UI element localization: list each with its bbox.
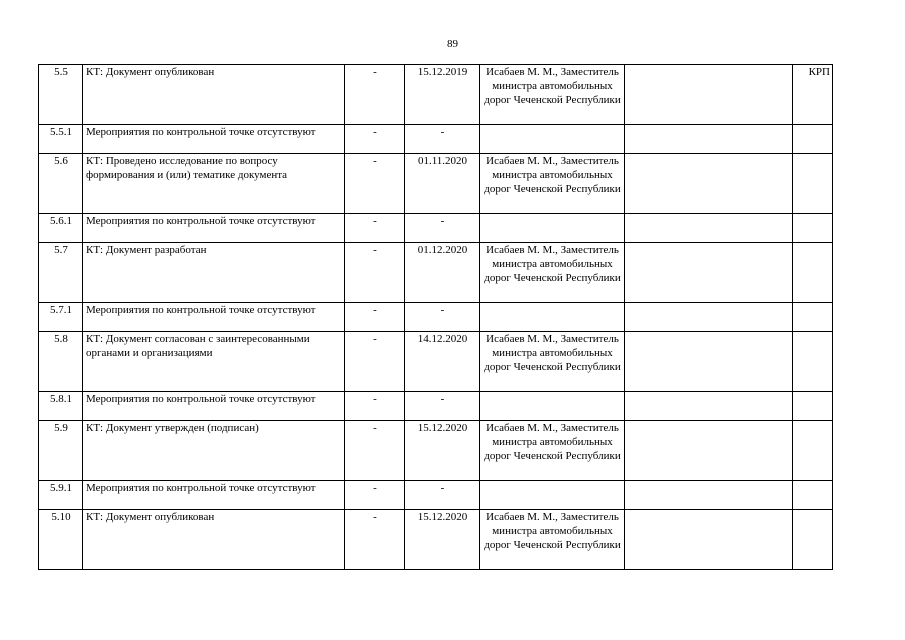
page-number: 89	[447, 38, 458, 50]
row-date-cell: -	[405, 392, 480, 421]
row-mark-cell: -	[345, 392, 405, 421]
row-info-cell	[793, 243, 833, 303]
row-number-cell: 5.10	[39, 510, 83, 570]
row-document-cell	[625, 392, 793, 421]
row-date-cell: 14.12.2020	[405, 332, 480, 392]
event-row	[39, 125, 833, 154]
row-responsible-cell	[480, 125, 625, 154]
event-row	[39, 303, 833, 332]
row-number-cell: 5.9.1	[39, 481, 83, 510]
control-point-row	[39, 65, 833, 125]
row-number-cell: 5.6.1	[39, 214, 83, 243]
control-point-row	[39, 332, 833, 392]
row-document-cell	[625, 214, 793, 243]
row-date-cell: 15.12.2020	[405, 510, 480, 570]
row-info-cell	[793, 421, 833, 481]
row-info-cell	[793, 392, 833, 421]
control-point-row	[39, 243, 833, 303]
row-responsible-cell	[480, 303, 625, 332]
row-title-cell: Мероприятия по контрольной точке отсутствуют	[83, 125, 345, 154]
row-number-cell: 5.6	[39, 154, 83, 214]
row-responsible-cell: Исабаев М. М., Заместитель министра автомобильных дорог Чеченской Республики	[480, 421, 625, 481]
row-title-cell: КТ: Документ опубликован	[83, 510, 345, 570]
row-number-cell: 5.7	[39, 243, 83, 303]
row-title-cell: КТ: Документ утвержден (подписан)	[83, 421, 345, 481]
row-number-cell: 5.9	[39, 421, 83, 481]
row-mark-cell: -	[345, 303, 405, 332]
row-info-cell: КРП	[793, 65, 833, 125]
row-mark-cell: -	[345, 481, 405, 510]
row-responsible-cell	[480, 392, 625, 421]
event-row	[39, 481, 833, 510]
row-title-cell: КТ: Документ опубликован	[83, 65, 345, 125]
row-responsible-cell: Исабаев М. М., Заместитель министра автомобильных дорог Чеченской Республики	[480, 510, 625, 570]
row-title-cell: КТ: Документ согласован с заинтересованными органами и организациями	[83, 332, 345, 392]
row-info-cell	[793, 510, 833, 570]
control-point-row	[39, 421, 833, 481]
row-number-cell: 5.8.1	[39, 392, 83, 421]
row-responsible-cell: Исабаев М. М., Заместитель министра автомобильных дорог Чеченской Республики	[480, 65, 625, 125]
row-document-cell	[625, 125, 793, 154]
row-info-cell	[793, 481, 833, 510]
row-title-cell: Мероприятия по контрольной точке отсутствуют	[83, 303, 345, 332]
row-responsible-cell	[480, 481, 625, 510]
row-number-cell: 5.8	[39, 332, 83, 392]
row-mark-cell: -	[345, 214, 405, 243]
row-title-cell: Мероприятия по контрольной точке отсутствуют	[83, 481, 345, 510]
row-document-cell	[625, 65, 793, 125]
row-responsible-cell: Исабаев М. М., Заместитель министра автомобильных дорог Чеченской Республики	[480, 332, 625, 392]
row-document-cell	[625, 303, 793, 332]
row-mark-cell: -	[345, 125, 405, 154]
row-mark-cell: -	[345, 154, 405, 214]
control-points-table	[38, 64, 833, 570]
event-row	[39, 392, 833, 421]
row-title-cell: КТ: Проведено исследование по вопросу формирования и (или) тематике документа	[83, 154, 345, 214]
row-date-cell: 01.12.2020	[405, 243, 480, 303]
row-title-cell: КТ: Документ разработан	[83, 243, 345, 303]
row-date-cell: 01.11.2020	[405, 154, 480, 214]
row-mark-cell: -	[345, 65, 405, 125]
row-date-cell: -	[405, 303, 480, 332]
table-body	[39, 65, 833, 570]
row-date-cell: -	[405, 125, 480, 154]
row-info-cell	[793, 332, 833, 392]
row-number-cell: 5.5.1	[39, 125, 83, 154]
row-info-cell	[793, 154, 833, 214]
control-point-row	[39, 510, 833, 570]
row-responsible-cell	[480, 214, 625, 243]
row-document-cell	[625, 510, 793, 570]
row-number-cell: 5.5	[39, 65, 83, 125]
row-responsible-cell: Исабаев М. М., Заместитель министра автомобильных дорог Чеченской Республики	[480, 154, 625, 214]
row-date-cell: 15.12.2020	[405, 421, 480, 481]
row-document-cell	[625, 243, 793, 303]
row-document-cell	[625, 332, 793, 392]
control-point-row	[39, 154, 833, 214]
row-document-cell	[625, 421, 793, 481]
row-title-cell: Мероприятия по контрольной точке отсутствуют	[83, 214, 345, 243]
event-row	[39, 214, 833, 243]
row-mark-cell: -	[345, 510, 405, 570]
row-info-cell	[793, 303, 833, 332]
row-title-cell: Мероприятия по контрольной точке отсутствуют	[83, 392, 345, 421]
row-mark-cell: -	[345, 332, 405, 392]
row-mark-cell: -	[345, 243, 405, 303]
row-info-cell	[793, 125, 833, 154]
row-date-cell: -	[405, 481, 480, 510]
row-document-cell	[625, 154, 793, 214]
row-responsible-cell: Исабаев М. М., Заместитель министра автомобильных дорог Чеченской Республики	[480, 243, 625, 303]
row-mark-cell: -	[345, 421, 405, 481]
row-date-cell: -	[405, 214, 480, 243]
row-document-cell	[625, 481, 793, 510]
row-number-cell: 5.7.1	[39, 303, 83, 332]
row-date-cell: 15.12.2019	[405, 65, 480, 125]
row-info-cell	[793, 214, 833, 243]
